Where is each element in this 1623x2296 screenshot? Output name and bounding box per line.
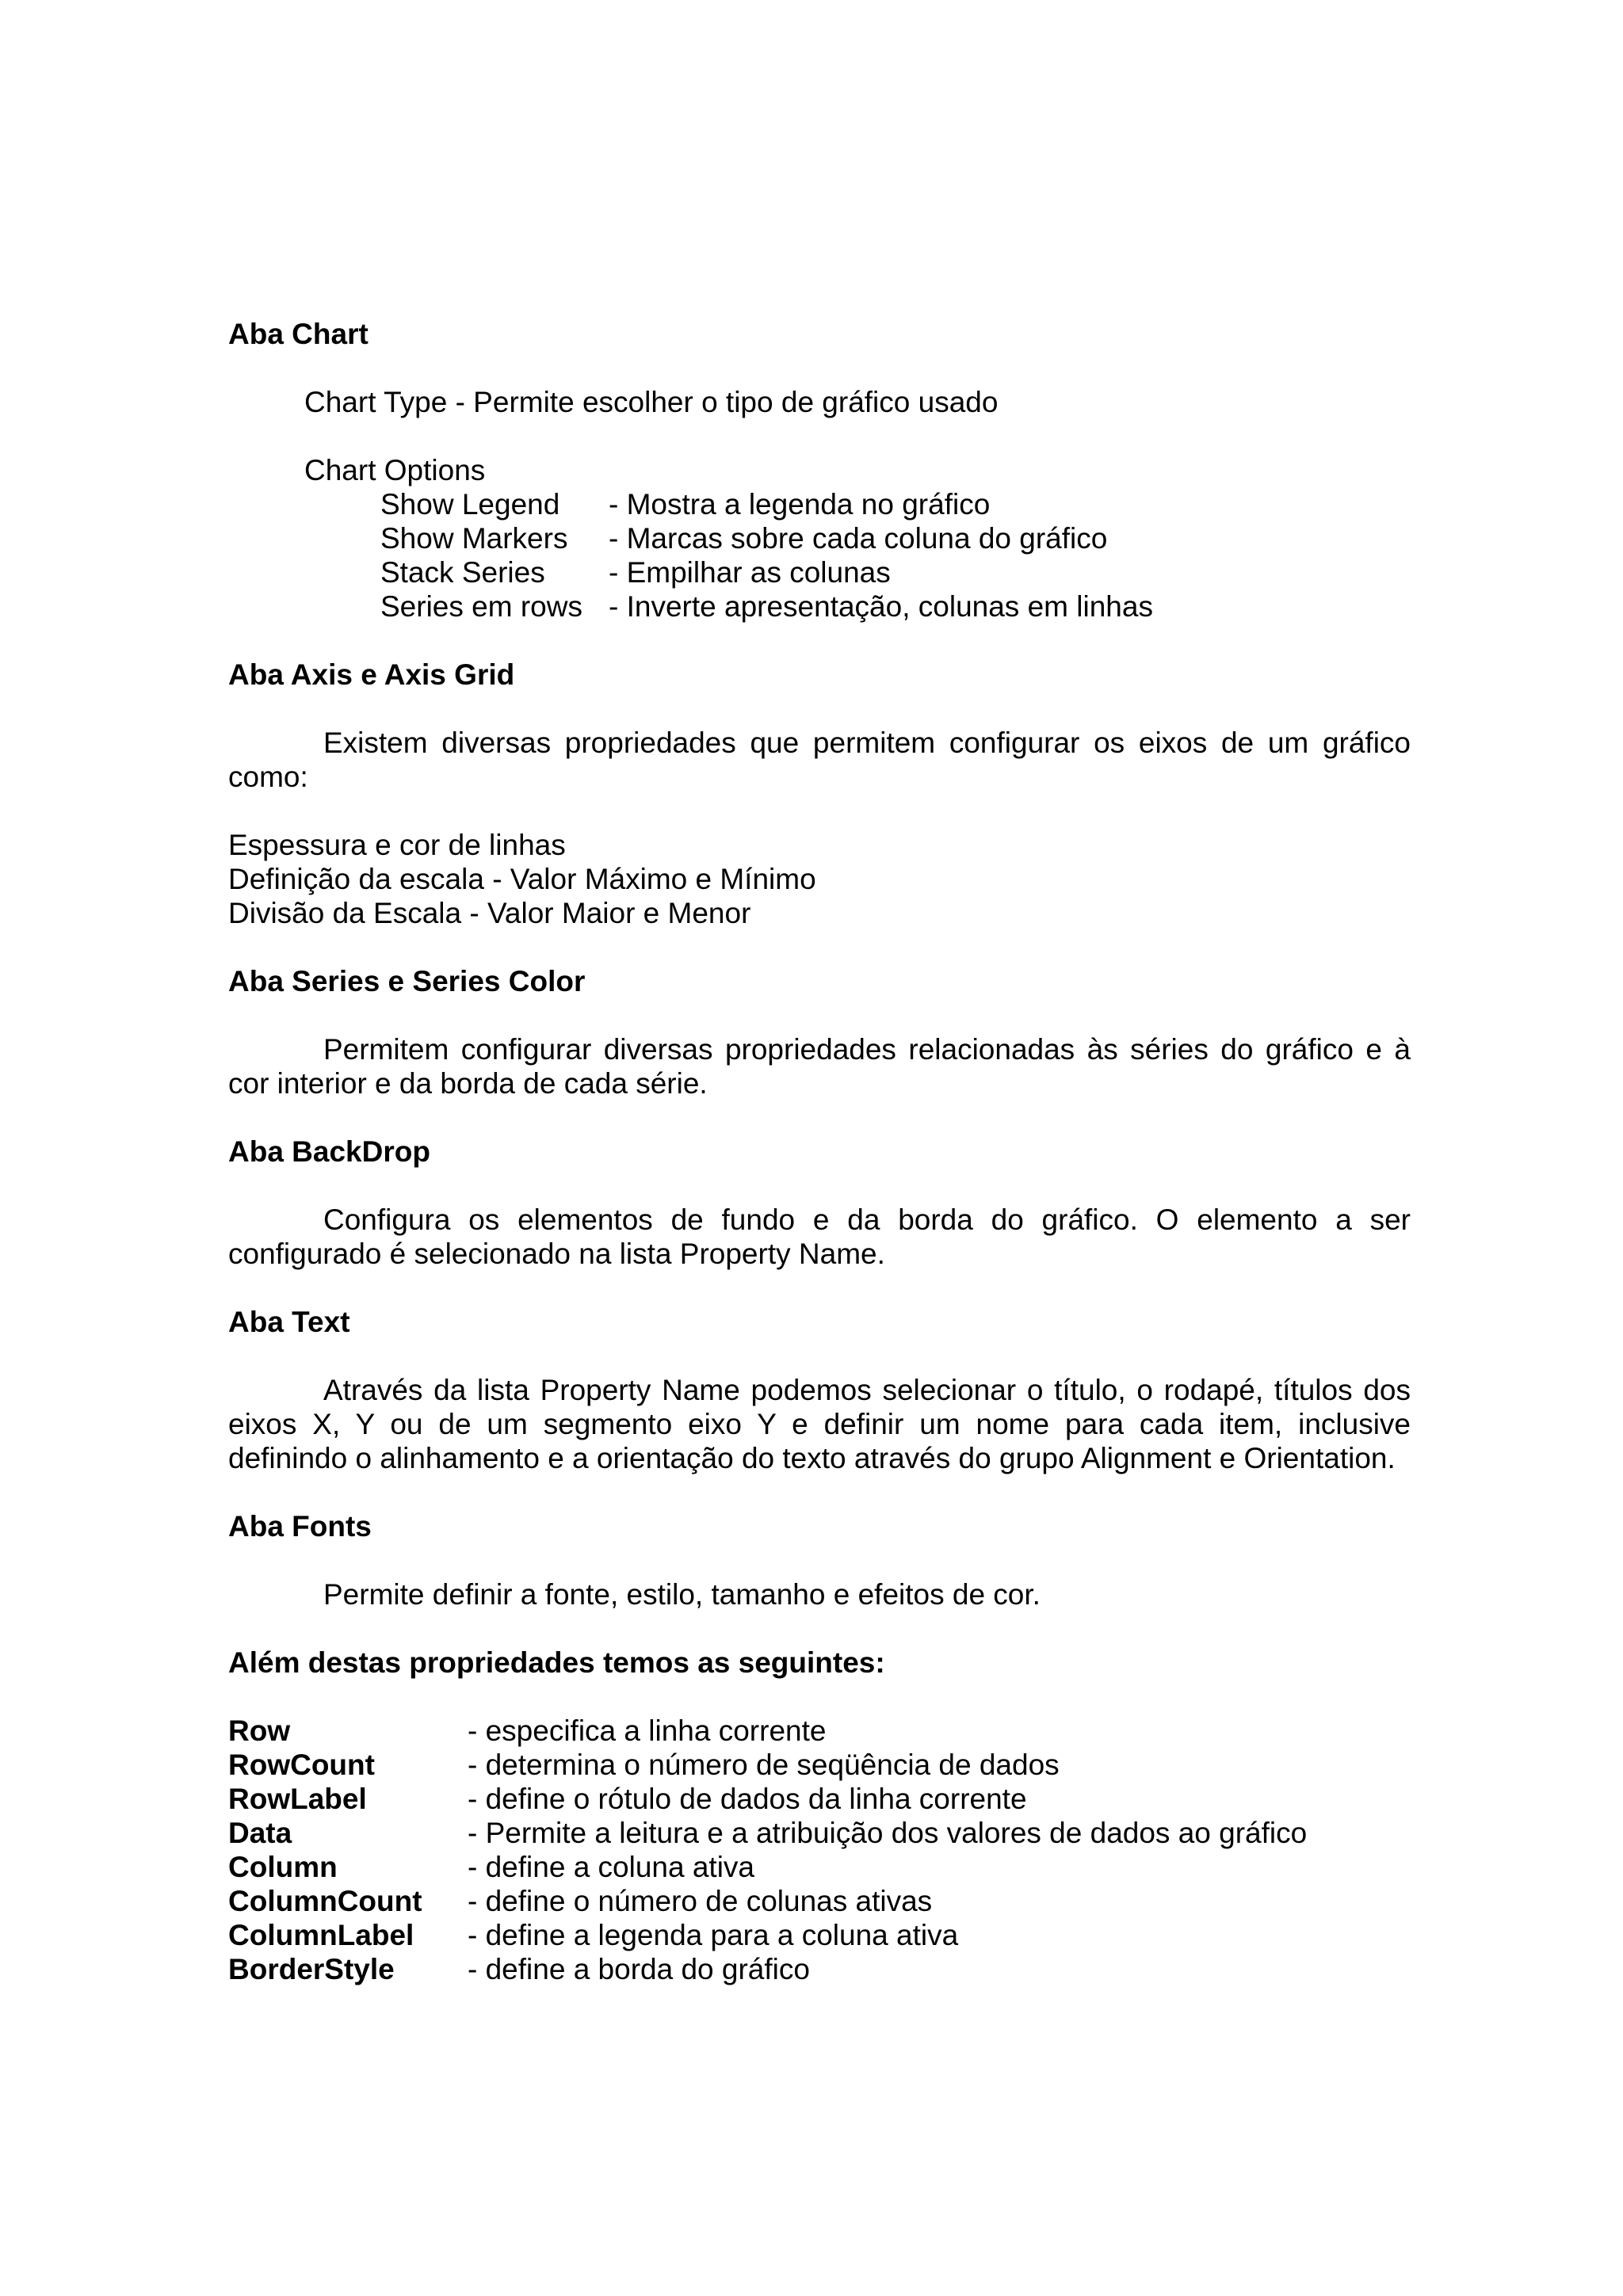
property-desc: - define o número de colunas ativas — [468, 1885, 933, 1917]
backdrop-paragraph: Configura os elementos de fundo e da borda do gráfico. O elemento a ser configurado é selecionado na lista Property Name. — [228, 1203, 1411, 1270]
property-row — [228, 1714, 1411, 1748]
chart-option-row — [228, 589, 1411, 624]
property-name: RowCount — [228, 1749, 375, 1781]
heading-properties: Além destas propriedades temos as seguintes: — [228, 1646, 885, 1679]
axis-paragraph: Existem diversas propriedades que permitem configurar os eixos de um gráfico como: — [228, 727, 1411, 793]
property-name: Data — [228, 1817, 292, 1849]
chart-option-desc: - Inverte apresentação, colunas em linhas — [609, 590, 1153, 623]
chart-option-row — [228, 555, 1411, 589]
property-row — [228, 1850, 1411, 1884]
heading-axis: Aba Axis e Axis Grid — [228, 658, 515, 691]
text-paragraph: Através da lista Property Name podemos selecionar o título, o rodapé, títulos dos eixos X, Y ou de um segmento eixo Y e definir um nome para cada item, inclusive definindo o alinhamento e a orientação do texto através do grupo Alignment e Orientation. — [228, 1374, 1411, 1474]
property-name: Column — [228, 1851, 338, 1883]
property-row — [228, 1952, 1411, 1986]
heading-backdrop: Aba BackDrop — [228, 1135, 430, 1168]
property-desc: - define a borda do gráfico — [468, 1953, 810, 1985]
chart-option-desc: - Marcas sobre cada coluna do gráfico — [609, 522, 1108, 555]
heading-text: Aba Text — [228, 1306, 350, 1338]
chart-option-row — [228, 521, 1411, 555]
chart-option-row — [228, 487, 1411, 521]
property-row — [228, 1816, 1411, 1850]
property-row — [228, 1884, 1411, 1918]
chart-option-name: Series em rows — [380, 590, 582, 623]
document-body — [228, 317, 1411, 1986]
property-name: RowLabel — [228, 1783, 367, 1815]
heading-series: Aba Series e Series Color — [228, 965, 586, 997]
property-desc: - especifica a linha corrente — [468, 1714, 827, 1747]
chart-option-desc: - Empilhar as colunas — [609, 556, 891, 589]
chart-option-name: Stack Series — [380, 556, 545, 589]
chart-option-name: Show Markers — [380, 522, 568, 555]
property-desc: - define o rótulo de dados da linha corrente — [468, 1783, 1027, 1815]
property-name: ColumnCount — [228, 1885, 422, 1917]
fonts-paragraph: Permite definir a fonte, estilo, tamanho e efeitos de cor. — [323, 1578, 1041, 1611]
property-row — [228, 1782, 1411, 1816]
property-row — [228, 1748, 1411, 1782]
property-desc: - determina o número de seqüência de dados — [468, 1749, 1060, 1781]
axis-item: Espessura e cor de linhas — [228, 829, 566, 861]
heading-fonts: Aba Fonts — [228, 1510, 372, 1543]
chart-options-title: Chart Options — [304, 454, 486, 486]
chart-type-line: Chart Type - Permite escolher o tipo de gráfico usado — [304, 386, 999, 418]
heading-chart: Aba Chart — [228, 318, 369, 350]
chart-option-desc: - Mostra a legenda no gráfico — [609, 488, 991, 521]
property-row — [228, 1918, 1411, 1952]
property-name: ColumnLabel — [228, 1919, 414, 1951]
series-paragraph: Permitem configurar diversas propriedades relacionadas às séries do gráfico e à cor interior e da borda de cada série. — [228, 1033, 1411, 1100]
property-desc: - define a legenda para a coluna ativa — [468, 1919, 959, 1951]
property-name: Row — [228, 1714, 291, 1747]
property-name: BorderStyle — [228, 1953, 395, 1985]
property-desc: - Permite a leitura e a atribuição dos valores de dados ao gráfico — [468, 1817, 1308, 1849]
axis-item: Divisão da Escala - Valor Maior e Menor — [228, 897, 751, 929]
chart-option-name: Show Legend — [380, 488, 560, 521]
axis-item: Definição da escala - Valor Máximo e Mínimo — [228, 863, 816, 895]
property-desc: - define a coluna ativa — [468, 1851, 755, 1883]
